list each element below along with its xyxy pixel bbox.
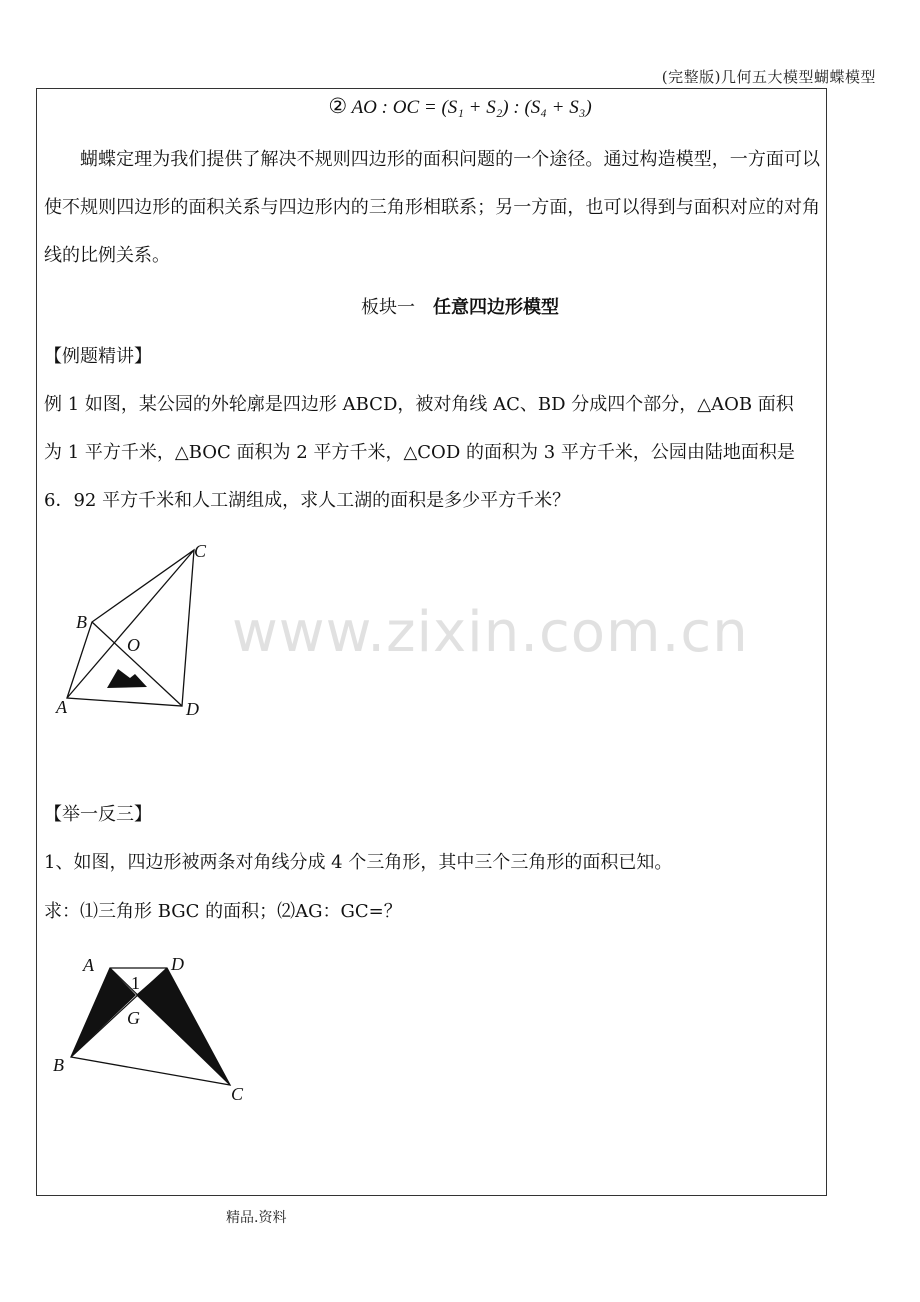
- formula-marker: ②: [328, 94, 348, 118]
- label-a: A: [83, 955, 94, 975]
- footer-text: 精品.资料: [226, 1210, 287, 1226]
- practice-heading: 【举一反三】: [44, 804, 152, 825]
- figure-quadrilateral-abcd: [40, 535, 240, 725]
- watermark-text: www.zixin.com.cn: [232, 600, 749, 665]
- section-title: [0, 293, 920, 319]
- section-label: 板块一: [361, 297, 415, 318]
- figure-butterfly-abcd: [40, 945, 260, 1110]
- label-b: B: [53, 1055, 64, 1075]
- label-a: A: [56, 697, 67, 717]
- example-heading: 【例题精讲】: [44, 346, 152, 367]
- example-line-1: 例 1 如图，某公园的外轮廓是四边形 ABCD，被对角线 AC、BD 分成四个部分，△AOB 面积: [44, 394, 794, 415]
- formula-line: [0, 94, 920, 119]
- practice-line-2: 求：⑴三角形 BGC 的面积；⑵AG：GC=？: [44, 901, 402, 922]
- triangle-dgc-shaded: [136, 968, 230, 1085]
- section-heading: 任意四边形模型: [433, 297, 559, 318]
- intro-paragraph: 蝴蝶定理为我们提供了解决不规则四边形的面积问题的一个途径。通过构造模型，一方面可以使不规则四边形的面积关系与四边形内的三角形相联系；另一方面，也可以得到与面积对应的对角线的比例关系。: [44, 149, 820, 266]
- lake-shape: [107, 669, 147, 688]
- label-c: C: [231, 1084, 244, 1104]
- label-g: G: [127, 1008, 140, 1028]
- label-d: D: [171, 954, 184, 974]
- area-label-agd: 1: [131, 973, 140, 993]
- label-c: C: [194, 541, 207, 561]
- label-d: D: [186, 699, 199, 719]
- document-header-title: (完整版)几何五大模型蝴蝶模型: [661, 68, 876, 86]
- example-line-3: 6．92 平方千米和人工湖组成，求人工湖的面积是多少平方千米？: [44, 490, 571, 511]
- label-b: B: [76, 612, 87, 632]
- formula-text: AO : OC = (S₁ + S₂) : (S₄ + S₃): [351, 97, 592, 118]
- example-line-2: 为 1 平方千米，△BOC 面积为 2 平方千米，△COD 的面积为 3 平方千米，公园由陆地面积是: [44, 442, 795, 463]
- practice-line-1: 1、如图，四边形被两条对角线分成 4 个三角形，其中三个三角形的面积已知。: [44, 852, 673, 873]
- label-o: O: [127, 635, 140, 655]
